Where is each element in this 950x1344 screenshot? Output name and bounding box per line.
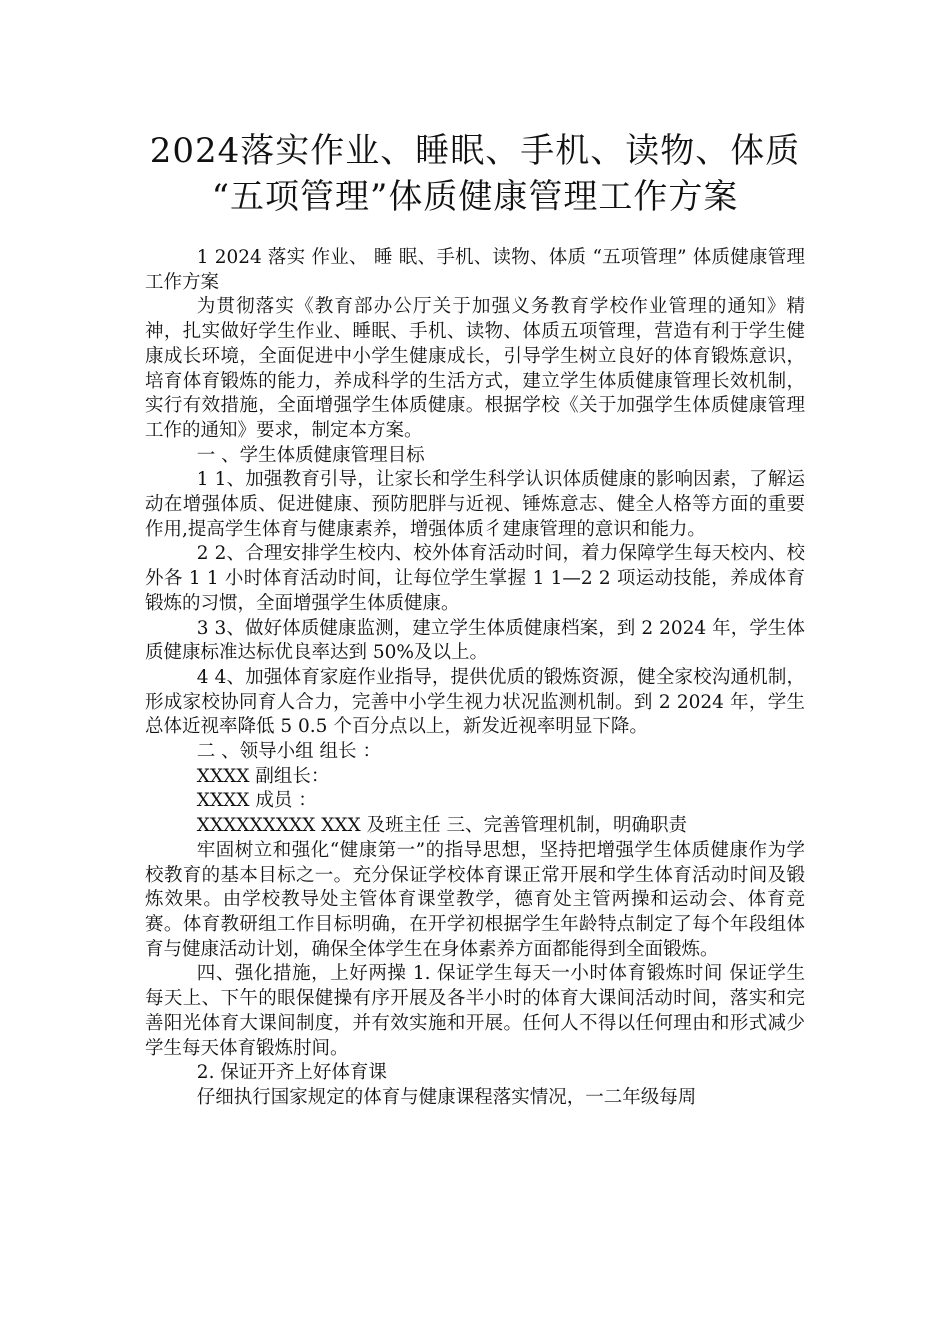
- paragraph: 1 1、加强教育引导，让家长和学生科学认识体质健康的影响因素，了解运动在增强体质、促进健康、预防肥胖与近视、锤炼意志、健全人格等方面的重要作用,提高学生体育与健康素养，增强体质彳建康管理的意识和能力。: [145, 469, 805, 540]
- document-title: [100, 128, 850, 220]
- paragraph: 仔细执行国家规定的体育与健康课程落实情况，一二年级每周: [196, 1086, 697, 1108]
- paragraph-heading: 1 2024 落实 作业、 睡 眠、手机、读物、体质 “五项管理” 体质健康管理工作方案: [145, 247, 805, 293]
- paragraph: 四、强化措施，上好两操 1. 保证学生每天一小时体育锻炼时间 保证学生每天上、下午的眼保健操有序开展及各半小时的体育大课间活动时间，落实和完善阳光体育大课间制度，并有效实施和开展。任何人不得以任何理由和形式减少学生每天体育锻炼肘间。: [145, 963, 805, 1059]
- paragraph: 2 2、合理安排学生校内、校外体育活动时间，着力保障学生每天校内、校外各 1 1 小时体育活动时间，让每位学生掌握 1 1—2 2 项运动技能，养成体育锻炼的习惯，全面增强学生体质健康。: [145, 543, 805, 614]
- paragraph: XXXXXXXXX XXX 及班主任 三、完善管理机制，明确职责: [196, 815, 687, 837]
- paragraph: 4 4、加强体育家庭作业指导，提供优质的锻炼资源，健全家校沟通机制，形成家校协同育人合力，完善中小学生视力状况监测机制。到 2 2024 年，学生总体近视率降低 5 0.5 个百分点以上，新发近视率明显下降。: [145, 666, 805, 738]
- section-heading: 二 、领导小组 组长 ：: [196, 741, 381, 763]
- document-body: [145, 246, 805, 1111]
- title-line-1: 2024落实作业、睡眠、手机、读物、体质: [149, 131, 801, 171]
- title-line-2: “五项管理”体质健康管理工作方案: [211, 177, 739, 217]
- paragraph: 3 3、做好体质健康监测，建立学生体质健康档案，到 2 2024 年，学生体质健康标准达标优良率达到 50%及以上。: [145, 617, 805, 664]
- paragraph: 2. 保证开齐上好体育课: [196, 1062, 387, 1084]
- paragraph: XXXX 成员 ：: [196, 790, 317, 812]
- paragraph: XXXX 副组长：: [196, 765, 330, 787]
- paragraph: 为贯彻落实《教育部办公厅关于加强义务教育学校作业管理的通知》精神，扎实做好学生作业、睡眠、手机、读物、体质五项管理，营造有利于学生健康成长环境，全面促进中小学生健康成长，引导学生树立良好的体育锻炼意识，培育体育锻炼的能力，养成科学的生活方式，建立学生体质健康管理长效机制，实行有效措施，全面增强学生体质健康。根据学校《关于加强学生体质健康管理工作的通知》要求，制定本方案。: [145, 296, 805, 441]
- paragraph: 牢固树立和强化“健康第一”的指导思想，坚持把增强学生体质健康作为学校教育的基本目标之一。充分保证学校体育课正常开展和学生体育活动时间及锻炼效果。由学校教导处主管体育课堂教学，德育处主管两操和运动会、体育竞赛。体育教研组工作目标明确，在开学初根据学生年龄特点制定了每个年段组体育与健康活动计划，确保全体学生在身体素养方面都能得到全面锻炼。: [145, 839, 805, 960]
- section-heading: 一 、学生体质健康管理目标: [196, 444, 425, 466]
